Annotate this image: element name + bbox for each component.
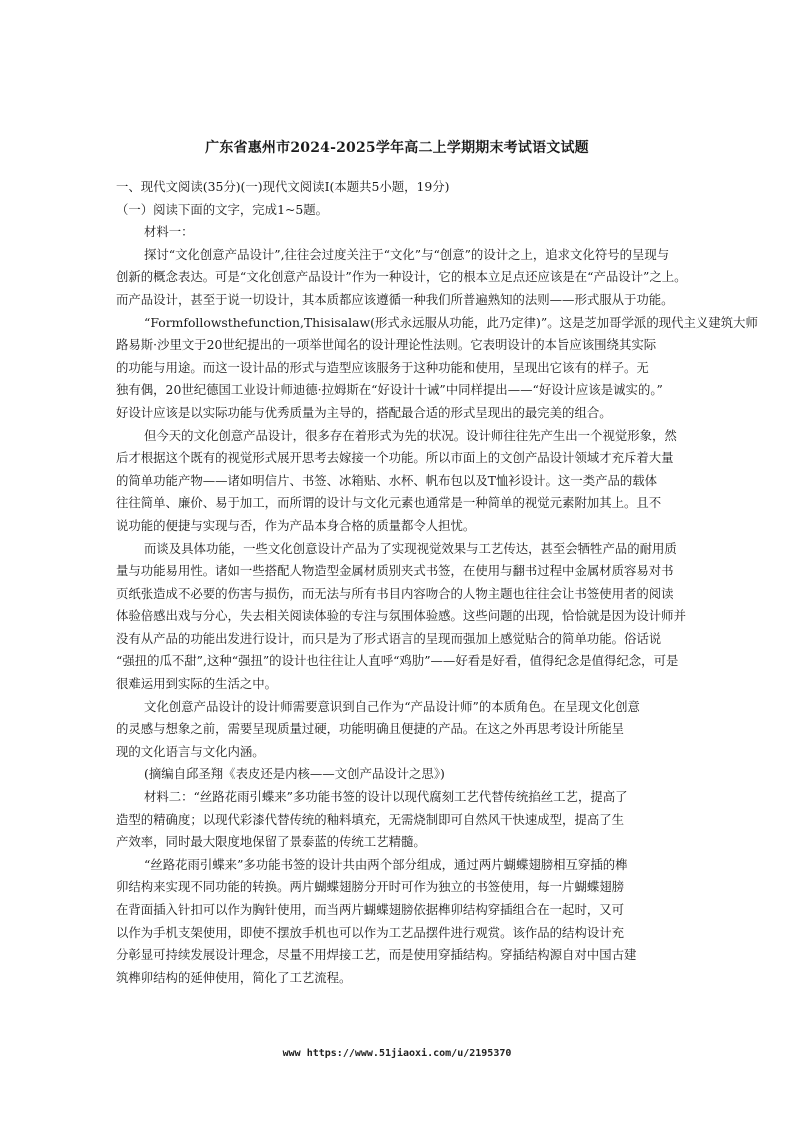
text-line: “丝路花雨引蝶来”多功能书签的设计共由两个部分组成，通过两片蝴蝶翅膀相互穿插的榫	[144, 856, 628, 872]
text-line: 的简单功能产物——诸如明信片、书签、冰箱贴、水杯、帆布包以及T恤衫设计。这一类产品的载体	[116, 472, 658, 488]
text-line: 往往简单、廉价、易于加工，而所谓的设计与文化元素也通常是一种简单的视觉元素附加其上。且不	[116, 495, 662, 511]
instruction-line: （一）阅读下面的文字，完成1~5题。	[116, 201, 329, 217]
source-citation: (摘编自邱圣翔《表皮还是内核——文创产品设计之思》)	[144, 766, 445, 782]
text-line: 体验倍感出戏与分心，失去相关阅读体验的专注与氛围体验感。这些问题的出现，恰恰就是因为设计师并	[116, 608, 686, 624]
material-label: 材料一：	[144, 224, 194, 240]
text-line: 没有从产品的功能出发进行设计，而只是为了形式语言的呈现而强加上感觉贴合的简单功能。俗话说	[116, 630, 662, 646]
text-line: 的功能与用途。而这一设计品的形式与造型应该服务于这种功能和使用，呈现出它该有的样子。无	[116, 359, 649, 375]
text-line: “Formfollowsthefunction,Thisisalaw(形式永远服从功能，此乃定律)”。这是芝加哥学派的现代主义建筑大师	[144, 314, 758, 330]
text-line: 后才根据这个既有的视觉形式展开思考去嫁接一个功能。所以市面上的文创产品设计领域才充斥着大量	[116, 450, 674, 466]
text-line: 而产品设计，甚至于说一切设计，其本质都应该遵循一种我们所普遍熟知的法则——形式服从于功能。	[116, 291, 674, 307]
document-body	[116, 176, 758, 989]
text-line: 很难运用到实际的生活之中。	[116, 676, 278, 692]
text-line: 文化创意产品设计的设计师需要意识到自己作为“产品设计师”的本质角色。在呈现文化创意	[144, 698, 640, 714]
text-line: 以作为手机支架使用，即使不摆放手机也可以作为工艺品摆件进行观赏。该作品的结构设计充	[116, 924, 625, 940]
text-line: 好设计应该是以实际功能与优秀质量为主导的，搭配最合适的形式呈现出的最完美的组合。	[116, 404, 612, 420]
text-line: 路易斯·沙里文于20世纪提出的一项举世闻名的设计理论性法则。它表明设计的本旨应该围绕其实际	[116, 337, 657, 353]
text-line: 材料二：“丝路花雨引蝶来”多功能书签的设计以现代腐刻工艺代替传统掐丝工艺，提高了	[144, 789, 628, 805]
text-line: 现的文化语言与文化内涵。	[116, 743, 265, 759]
text-line: 独有偶，20世纪德国工业设计师迪德·拉姆斯在“好设计十诫”中同样提出——“好设计应该是诚实的。”	[116, 382, 663, 398]
text-line: 在背面插入针扣可以作为胸针使用，而当两片蝴蝶翅膀依据榫卯结构穿插组合在一起时，又可	[116, 902, 625, 917]
text-line: 探讨“文化创意产品设计”,往往会过度关注于“文化”与“创意”的设计之上，追求文化符号的呈现与	[144, 246, 670, 262]
text-line: 造型的精确度；以现代彩漆代替传统的釉料填充，无需烧制即可自然风干快速成型，提高了生	[116, 811, 625, 827]
text-line: 而谈及具体功能，一些文化创意设计产品为了实现视觉效果与工艺传达，甚至会牺牲产品的耐用质	[144, 540, 677, 556]
text-line: 卯结构来实现不同功能的转换。两片蝴蝶翅膀分开时可作为独立的书签使用，每一片蝴蝶翅膀	[116, 879, 625, 895]
text-line: 说功能的便捷与实现与否，作为产品本身合格的质量都令人担忧。	[116, 517, 476, 533]
text-line: 分彰显可持续发展设计理念，尽量不用焊接工艺，而是使用穿插结构。穿插结构源自对中国古建	[116, 947, 637, 963]
text-line: 筑榫卯结构的延伸使用，简化了工艺流程。	[116, 969, 352, 985]
text-line: 产效率，同时最大限度地保留了景泰蓝的传统工艺精髓。	[116, 834, 426, 850]
text-line: “强扭的瓜不甜”,这种“强扭”的设计也往往让人直呼“鸡肋”——好看是好看，值得纪念是值得纪念，可是	[116, 653, 679, 669]
text-line: 量与功能易用性。诸如一些搭配人物造型金属材质别夹式书签，在使用与翻书过程中金属材质容易对书	[116, 563, 674, 579]
text-line: 页纸张造成不必要的伤害与损伤，而无法与所有书目内容吻合的人物主题也往往会让书签使用者的阅读	[116, 585, 674, 601]
page-title: 广东省惠州市2024-2025学年高二上学期期末考试语文试题	[205, 140, 589, 156]
footer-url: www https://www.51jiaoxi.com/u/2195370	[282, 1048, 512, 1059]
section-heading: 一、现代文阅读(35分)(一)现代文阅读I(本题共5小题，19分)	[116, 179, 450, 194]
text-line: 但今天的文化创意产品设计，很多存在着形式为先的状况。设计师往往先产生出一个视觉形象，然	[144, 427, 677, 443]
text-line: 创新的概念表达。可是“文化创意产品设计”作为一种设计，它的根本立足点还应该是在“产品设计”之上。	[116, 269, 687, 285]
text-line: 的灵感与想象之前，需要呈现质量过硬，功能明确且便捷的产品。在这之外再思考设计所能呈	[116, 721, 625, 737]
